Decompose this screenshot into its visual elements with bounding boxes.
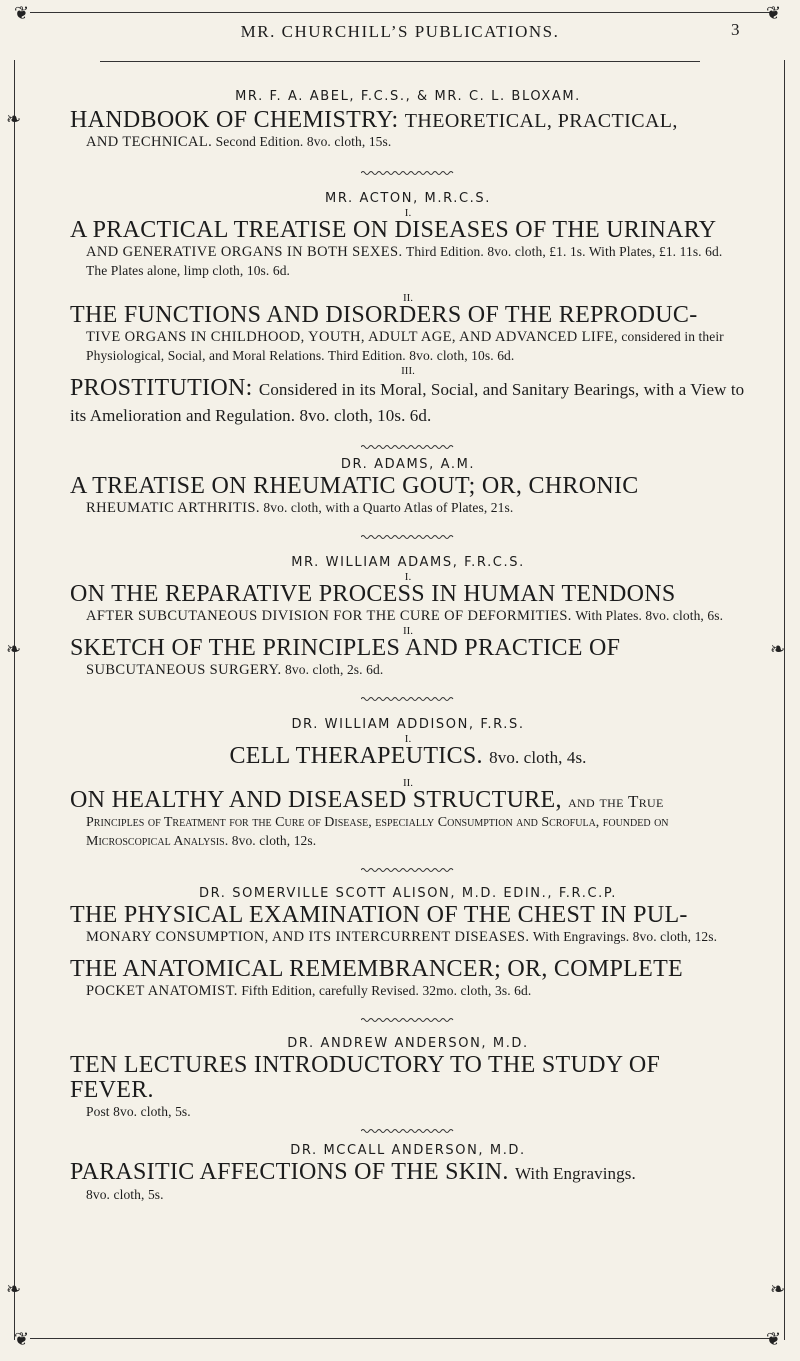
- corner-ornament-icon: ❦: [766, 3, 782, 23]
- side-ornament-icon: ❧: [770, 1279, 786, 1299]
- work-title: ON THE REPARATIVE PROCESS IN HUMAN TENDONS: [70, 581, 676, 607]
- work-title: CELL THERAPEUTICS. 8vo. cloth, 4s.: [229, 743, 587, 769]
- work-title: TEN LECTURES INTRODUCTORY TO THE STUDY OF FEVER.: [70, 1052, 661, 1103]
- work-details: MONARY CONSUMPTION, AND ITS INTERCURRENT DISEASES. With Engravings. 8vo. cloth, 12s.: [86, 929, 718, 945]
- side-ornament-icon: ❧: [6, 639, 22, 659]
- work-title: PARASITIC AFFECTIONS OF THE SKIN. With Engravings.: [70, 1159, 636, 1185]
- wavy-divider: [361, 170, 455, 176]
- page-number: 3: [731, 20, 740, 39]
- work-numeral: II.: [402, 777, 414, 789]
- work-title: SKETCH OF THE PRINCIPLES AND PRACTICE OF: [70, 635, 621, 661]
- work-title: ON HEALTHY AND DISEASED STRUCTURE, and the True: [70, 787, 664, 813]
- work-title: THE FUNCTIONS AND DISORDERS OF THE REPRODUC-: [70, 302, 698, 328]
- work-details: Post 8vo. cloth, 5s.: [86, 1104, 191, 1119]
- side-ornament-icon: ❧: [770, 639, 786, 659]
- work-title: PROSTITUTION: Considered in its Moral, Social, and Sanitary Bearings, with a View to its Amelioration and Regulation. 8vo. cloth, 10s. 6d.: [70, 375, 745, 425]
- author-heading: DR. ANDREW ANDERSON, M.D.: [287, 1036, 529, 1051]
- author-heading: MR. ACTON, M.R.C.S.: [325, 191, 491, 206]
- work-details: TIVE ORGANS IN CHILDHOOD, YOUTH, ADULT AGE, AND ADVANCED LIFE, considered in their Physiological, Social, and Moral Relations. Third Edition. 8vo. cloth, 10s. 6d.: [86, 329, 724, 363]
- work-details: POCKET ANATOMIST. Fifth Edition, carefully Revised. 32mo. cloth, 3s. 6d.: [86, 983, 532, 999]
- work-title: THE ANATOMICAL REMEMBRANCER; OR, COMPLETE: [70, 956, 684, 982]
- author-heading: DR. ADAMS, A.M.: [340, 457, 476, 472]
- work-numeral: III.: [401, 365, 415, 377]
- catalogue-body: [70, 84, 746, 1205]
- corner-ornament-icon: ❦: [14, 1329, 30, 1349]
- bottom-border-rule: [30, 1338, 770, 1339]
- author-heading: DR. MCCALL ANDERSON, M.D.: [290, 1143, 526, 1158]
- top-border-rule: [30, 12, 770, 13]
- wavy-divider: [361, 867, 455, 873]
- wavy-divider: [361, 1128, 455, 1134]
- wavy-divider: [361, 696, 455, 702]
- author-heading: DR. WILLIAM ADDISON, F.R.S.: [291, 717, 525, 732]
- work-numeral: I.: [404, 571, 412, 583]
- work-numeral: II.: [402, 625, 414, 637]
- work-numeral: I.: [404, 733, 412, 745]
- work-details: Principles of Treatment for the Cure of Disease, especially Consumption and Scrofula, founded on Microscopical Analysis. 8vo. cloth, 12s.: [86, 815, 669, 849]
- left-border-rule: [14, 60, 15, 1340]
- work-title: HANDBOOK OF CHEMISTRY: THEORETICAL, PRACTICAL,: [70, 107, 678, 133]
- author-heading: DR. SOMERVILLE SCOTT ALISON, M.D. EDIN., F.R.C.P.: [198, 886, 617, 901]
- wavy-divider: [361, 444, 455, 450]
- side-ornament-icon: ❧: [6, 1279, 22, 1299]
- corner-ornament-icon: ❦: [14, 3, 30, 23]
- author-heading: MR. F. A. ABEL, F.C.S., & MR. C. L. BLOXAM.: [235, 89, 581, 104]
- work-numeral: I.: [404, 207, 412, 219]
- work-numeral: II.: [402, 292, 414, 304]
- work-details: AND GENERATIVE ORGANS IN BOTH SEXES. Third Edition. 8vo. cloth, £1. 1s. With Plates, £1. 11s. 6d. The Plates alone, limp cloth, 10s. 6d.: [86, 244, 723, 278]
- wavy-divider: [361, 1017, 455, 1023]
- work-details: AFTER SUBCUTANEOUS DIVISION FOR THE CURE OF DEFORMITIES. With Plates. 8vo. cloth, 6s.: [86, 608, 724, 624]
- author-heading: MR. WILLIAM ADAMS, F.R.C.S.: [291, 555, 525, 570]
- corner-ornament-icon: ❦: [766, 1329, 782, 1349]
- work-title: A PRACTICAL TREATISE ON DISEASES OF THE URINARY: [70, 217, 717, 243]
- side-ornament-icon: ❧: [6, 109, 22, 129]
- running-header: MR. CHURCHILL’S PUBLICATIONS.: [240, 22, 560, 41]
- work-title: THE PHYSICAL EXAMINATION OF THE CHEST IN PUL-: [70, 902, 688, 928]
- right-border-rule: [784, 60, 785, 1340]
- work-details: RHEUMATIC ARTHRITIS. 8vo. cloth, with a Quarto Atlas of Plates, 21s.: [86, 500, 514, 516]
- work-details: SUBCUTANEOUS SURGERY. 8vo. cloth, 2s. 6d.: [86, 662, 384, 678]
- work-details: AND TECHNICAL. Second Edition. 8vo. cloth, 15s.: [86, 134, 392, 150]
- wavy-divider: [361, 534, 455, 540]
- work-title: A TREATISE ON RHEUMATIC GOUT; OR, CHRONIC: [70, 473, 639, 499]
- work-details: 8vo. cloth, 5s.: [86, 1187, 164, 1202]
- header-rule: [100, 61, 700, 62]
